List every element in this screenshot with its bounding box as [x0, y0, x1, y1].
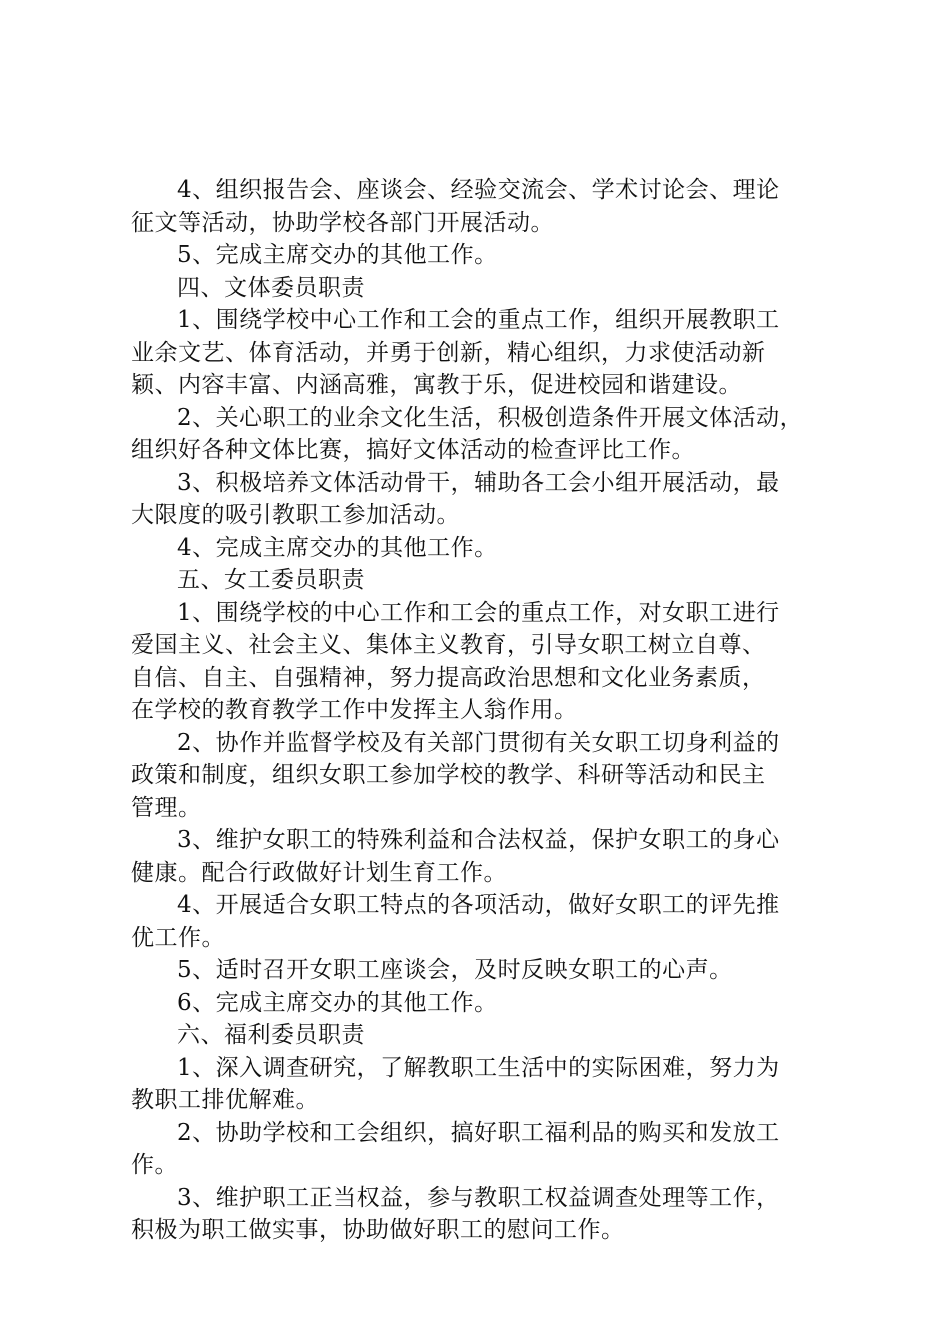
paragraph-line: 征文等活动，协助学校各部门开展活动。	[131, 209, 554, 236]
paragraph-line: 健康。配合行政做好计划生育工作。	[131, 859, 507, 886]
paragraph-line: 优工作。	[131, 924, 225, 951]
paragraph-line: 大限度的吸引教职工参加活动。	[131, 502, 460, 528]
paragraph-line: 3、积极培养文体活动骨干，辅助各工会小组开展活动，最	[177, 469, 780, 496]
paragraph-line: 爱国主义、社会主义、集体主义教育，引导女职工树立自尊、	[131, 632, 766, 658]
paragraph-line: 4、完成主席交办的其他工作。	[177, 534, 498, 561]
paragraph-line: 颖、内容丰富、内涵高雅，寓教于乐，促进校园和谐建设。	[131, 372, 742, 398]
section-heading: 五、女工委员职责	[177, 567, 365, 593]
paragraph-line: 业余文艺、体育活动，并勇于创新，精心组织，力求使活动新	[131, 339, 766, 366]
paragraph-line: 2、协助学校和工会组织，搞好职工福利品的购买和发放工	[177, 1119, 780, 1146]
paragraph-line: 4、组织报告会、座谈会、经验交流会、学术讨论会、理论	[177, 177, 780, 203]
paragraph-line: 教职工排优解难。	[131, 1087, 319, 1113]
paragraph-line: 1、围绕学校的中心工作和工会的重点工作，对女职工进行	[177, 599, 780, 626]
section-heading: 六、福利委员职责	[177, 1022, 365, 1048]
paragraph-line: 3、维护职工正当权益，参与教职工权益调查处理等工作，	[177, 1184, 780, 1211]
paragraph-line: 5、适时召开女职工座谈会，及时反映女职工的心声。	[177, 957, 733, 983]
paragraph-line: 4、开展适合女职工特点的各项活动，做好女职工的评先推	[177, 892, 780, 918]
paragraph-line: 作。	[131, 1152, 178, 1178]
paragraph-line: 2、协作并监督学校及有关部门贯彻有关女职工切身利益的	[177, 729, 780, 756]
paragraph-line: 1、围绕学校中心工作和工会的重点工作，组织开展教职工	[177, 307, 780, 333]
paragraph-line: 2、关心职工的业余文化生活，积极创造条件开展文体活动，	[177, 404, 804, 431]
paragraph-line: 在学校的教育教学工作中发挥主人翁作用。	[131, 697, 578, 723]
paragraph-line: 政策和制度，组织女职工参加学校的教学、科研等活动和民主	[131, 762, 766, 788]
paragraph-line: 管理。	[131, 794, 202, 821]
paragraph-line: 积极为职工做实事，协助做好职工的慰问工作。	[131, 1217, 625, 1243]
section-heading: 四、文体委员职责	[177, 274, 365, 301]
paragraph-line: 6、完成主席交办的其他工作。	[177, 989, 498, 1016]
paragraph-line: 1、深入调查研究，了解教职工生活中的实际困难，努力为	[177, 1054, 780, 1081]
paragraph-line: 组织好各种文体比赛，搞好文体活动的检查评比工作。	[131, 437, 695, 463]
paragraph-line: 3、维护女职工的特殊利益和合法权益，保护女职工的身心	[177, 827, 780, 853]
paragraph-line: 5、完成主席交办的其他工作。	[177, 242, 498, 268]
paragraph-line: 自信、自主、自强精神，努力提高政治思想和文化业务素质，	[131, 664, 766, 691]
document-body	[131, 174, 831, 1247]
